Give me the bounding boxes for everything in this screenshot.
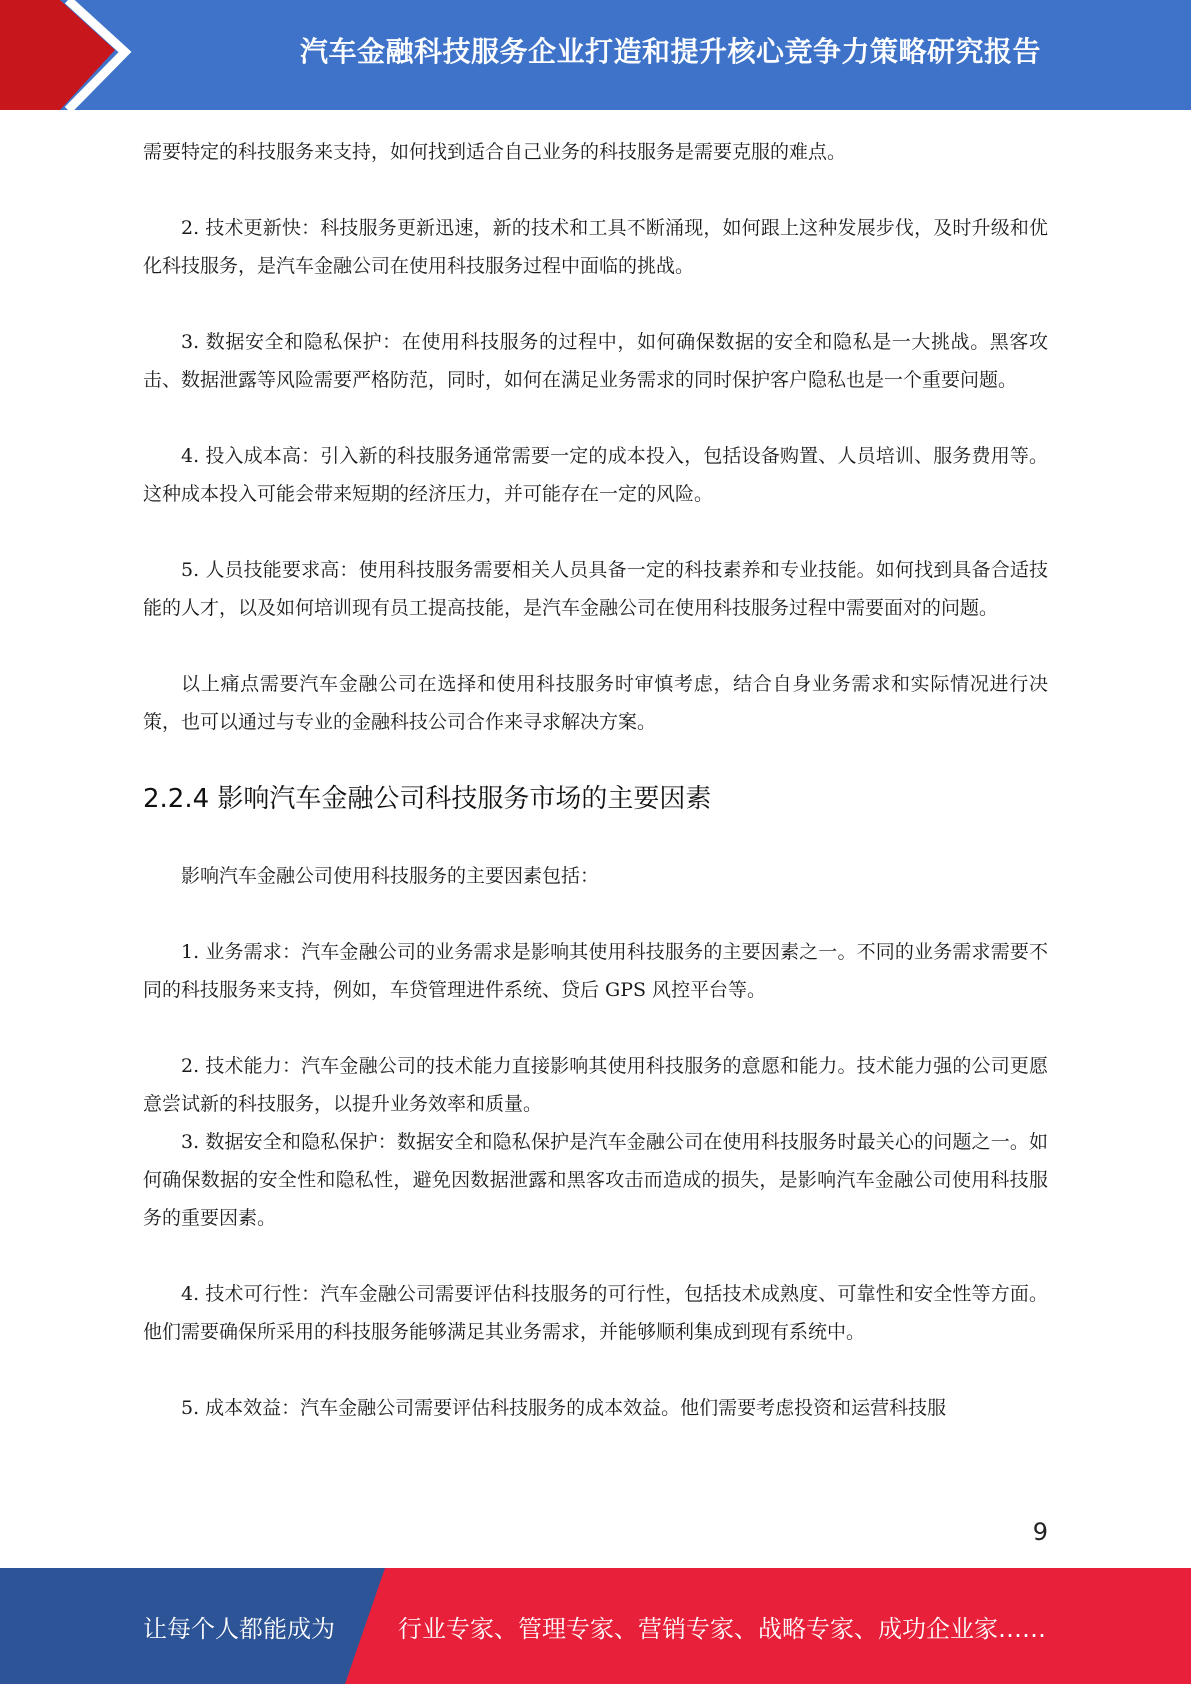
footer-slogan-right: 行业专家、管理专家、营销专家、战略专家、成功企业家…… — [398, 1614, 1046, 1643]
paragraph: 5. 人员技能要求高：使用科技服务需要相关人员具备一定的科技素养和专业技能。如何找到具备合适技能的人才，以及如何培训现有员工提高技能，是汽车金融公司在使用科技服务过程中需要面对的问题。 — [143, 559, 1048, 619]
paragraph: 1. 业务需求：汽车金融公司的业务需求是影响其使用科技服务的主要因素之一。不同的业务需求需要不同的科技服务来支持，例如，车贷管理进件系统、贷后 GPS 风控平台等。 — [143, 941, 1048, 1001]
report-title: 汽车金融科技服务企业打造和提升核心竞争力策略研究报告 — [299, 35, 1041, 68]
paragraph: 2. 技术更新快：科技服务更新迅速，新的技术和工具不断涌现，如何跟上这种发展步伐，及时升级和优化科技服务，是汽车金融公司在使用科技服务过程中面临的挑战。 — [143, 217, 1048, 277]
header-red-arrow — [0, 0, 115, 110]
paragraph: 2. 技术能力：汽车金融公司的技术能力直接影响其使用科技服务的意愿和能力。技术能力强的公司更愿意尝试新的科技服务，以提升业务效率和质量。 — [143, 1055, 1048, 1115]
header-arrow-decoration — [0, 0, 160, 110]
page-number: 9 — [1032, 1518, 1048, 1546]
paragraph: 4. 投入成本高：引入新的科技服务通常需要一定的成本投入，包括设备购置、人员培训、服务费用等。这种成本投入可能会带来短期的经济压力，并可能存在一定的风险。 — [143, 445, 1048, 505]
section-heading: 2.2.4 影响汽车金融公司科技服务市场的主要因素 — [143, 784, 712, 814]
paragraph: 3. 数据安全和隐私保护：在使用科技服务的过程中，如何确保数据的安全和隐私是一大挑战。黑客攻击、数据泄露等风险需要严格防范，同时，如何在满足业务需求的同时保护客户隐私也是一个重要问题。 — [143, 331, 1048, 391]
paragraph: 需要特定的科技服务来支持，如何找到适合自己业务的科技服务是需要克服的难点。 — [143, 141, 847, 163]
paragraph: 3. 数据安全和隐私保护：数据安全和隐私保护是汽车金融公司在使用科技服务时最关心的问题之一。如何确保数据的安全性和隐私性，避免因数据泄露和黑客攻击而造成的损失，是影响汽车金融公司使用科技服务的重要因素。 — [143, 1131, 1048, 1229]
paragraph: 影响汽车金融公司使用科技服务的主要因素包括： — [181, 865, 600, 887]
page-content — [143, 133, 1048, 1465]
paragraph: 以上痛点需要汽车金融公司在选择和使用科技服务时审慎考虑，结合自身业务需求和实际情况进行决策，也可以通过与专业的金融科技公司合作来寻求解决方案。 — [143, 673, 1048, 733]
paragraph: 5. 成本效益：汽车金融公司需要评估科技服务的成本效益。他们需要考虑投资和运营科技服 — [181, 1397, 947, 1419]
footer-slogan-left: 让每个人都能成为 — [143, 1614, 335, 1643]
paragraph: 4. 技术可行性：汽车金融公司需要评估科技服务的可行性，包括技术成熟度、可靠性和安全性等方面。他们需要确保所采用的科技服务能够满足其业务需求，并能够顺利集成到现有系统中。 — [143, 1283, 1048, 1343]
